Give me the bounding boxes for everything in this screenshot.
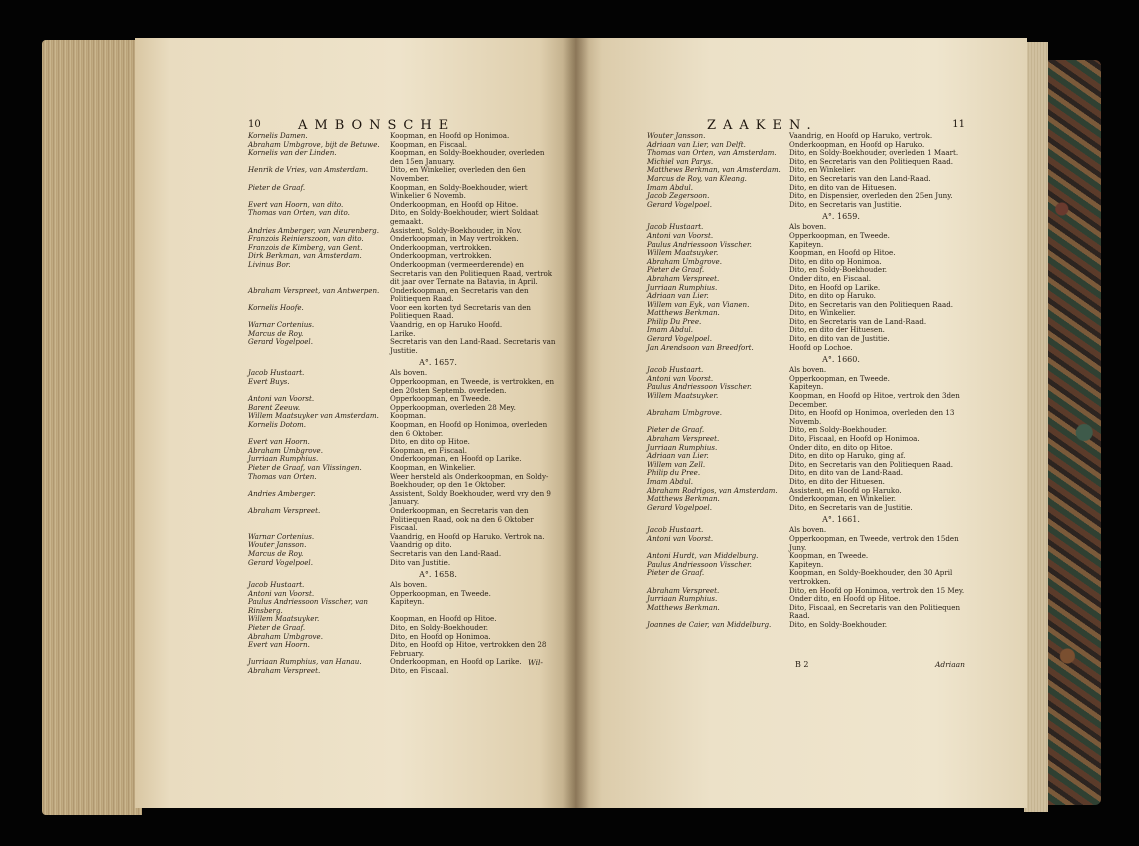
entry-office: Dito, en dito der Hituesen.	[789, 476, 885, 486]
entry-office: Koopman, en Hoofd op Hitoe.	[390, 614, 497, 624]
entry-office: Koopman, en Hoofd op Hitoe.	[789, 248, 896, 258]
entry-name: Abraham Umbgrove.	[647, 408, 722, 418]
entry-office: Koopman, en Tweede.	[789, 551, 869, 561]
entry-office: Onder dito, en Hoofd op Hitoe.	[789, 594, 901, 604]
entry-office: Dito, en Secretaris van Justitie.	[789, 199, 902, 209]
roster-entry	[248, 641, 558, 658]
page-edges-left	[42, 40, 142, 815]
roster-entry	[248, 667, 558, 676]
roster-entry	[248, 287, 558, 304]
entry-office: Opperkoopman, en Tweede, vertrok den 15den Juny.	[789, 533, 959, 552]
entry-office: Opperkoopman, en Tweede.	[789, 373, 890, 383]
entry-office: Dito, en dito van de Hituesen.	[789, 182, 897, 192]
year-heading: A°. 1660.	[822, 355, 860, 365]
entry-name: Willem Maatsuyker.	[647, 248, 719, 258]
entry-name: Paulus Andriessoon Visscher.	[647, 382, 752, 392]
entry-office: Weer hersteld als Onderkoopman, en Soldy-Boekhouder, op den 1e Oktober.	[390, 471, 549, 490]
roster-entry	[248, 338, 558, 355]
entry-office: Vaandrig op dito.	[390, 540, 452, 550]
entry-name: Jacob Hustaart.	[647, 365, 704, 375]
entry-name: Matthews Berkman.	[647, 494, 720, 504]
entry-name: Barent Zeeuw.	[248, 402, 301, 412]
entry-name: Abraham Umbgrove.	[248, 445, 323, 455]
entry-name: Pieter de Graaf.	[647, 425, 705, 435]
entry-name: Paulus Andriessoon Visscher.	[647, 559, 752, 569]
entry-name: Philip du Pree.	[647, 468, 701, 478]
catchword: Wil-	[528, 658, 543, 667]
entry-office: Onderkoopman, in May vertrokken.	[390, 234, 519, 244]
entry-name: Kornelis Dotom.	[248, 420, 307, 429]
entry-name: Abraham Rodrigos, van Amsterdam.	[647, 485, 778, 495]
entry-name: Andries Amberger.	[248, 488, 316, 498]
entry-name: Marcus de Roy.	[248, 328, 304, 338]
entry-name: Jurriaan Rumphius.	[647, 442, 718, 452]
roster-entry	[248, 559, 558, 568]
roster-entry	[647, 604, 965, 621]
entry-office: Dito, en Secretaris van den Land-Raad.	[789, 173, 931, 183]
entry-name: Evert van Hoorn, van dito.	[248, 199, 344, 209]
entry-name: Marcus de Roy.	[248, 548, 304, 558]
entry-office: Koopman, en Soldy-Boekhouder, wiert Winkelier 6 Novemb.	[390, 182, 528, 201]
entry-name: Andries Amberger, van Neurenberg.	[248, 225, 379, 235]
roster-entry	[248, 490, 558, 507]
entry-office: Onderkoopman, en Secretaris van den Politiequen Raad, ook na den 6 Oktober Fiscaal.	[390, 505, 534, 533]
entry-office: Onderkoopman, en Hoofd op Haruko.	[789, 139, 925, 149]
right-page-text	[647, 118, 965, 629]
entry-office: Dito, en Secretaris van den Politiequen Raad.	[789, 459, 953, 469]
roster-entry	[248, 598, 558, 615]
entry-office: Dito, en Soldy-Boekhouder, wiert Soldaat gemaakt.	[390, 208, 539, 226]
entry-name: Imam Abdul.	[647, 325, 694, 335]
entry-name: Adriaan van Lier, van Delft.	[647, 139, 746, 149]
entry-office: Assistent, en Hoofd op Haruko.	[789, 485, 902, 495]
entry-office: Dito, Fiscaal, en Hoofd op Honimoa.	[789, 434, 920, 443]
entry-office: Assistent, Soldy-Boekhouder, in Nov.	[390, 225, 522, 235]
roster-entry	[248, 209, 558, 226]
roster-entry	[248, 378, 558, 395]
entry-name: Matthews Berkman.	[647, 308, 720, 318]
right-header	[647, 118, 965, 132]
entry-name: Willem van Zell.	[647, 459, 706, 469]
entry-office: Onderkoopman, en Secretaris van den Politiequen Raad.	[390, 285, 529, 304]
entry-name: Thomas van Orten, van dito.	[248, 208, 350, 218]
right-sections	[647, 132, 965, 629]
entry-office: Dito, en Soldy-Boekhouder.	[390, 623, 488, 633]
entry-office: Koopman, en Winkelier.	[390, 462, 476, 472]
entry-office: Dito, en Winkelier.	[789, 165, 856, 175]
entry-office: Dito, en Hoofd op Hitoe, vertrokken den 28 February.	[390, 640, 547, 658]
left-sections	[248, 132, 558, 676]
entry-office: Dito, en Hoofd op Honimoa, vertrok den 15 Mey.	[789, 585, 965, 595]
entry-office: Onder dito, en Fiscaal.	[789, 273, 872, 283]
entry-office: Dito, en dito van de Justitie.	[789, 334, 890, 344]
entry-name: Abraham Verspreet.	[647, 434, 720, 443]
entry-office: Dito, en Hoofd op Larike.	[789, 282, 881, 292]
entry-office: Koopman, en Hoofd op Hitoe, vertrok den 3den December.	[789, 391, 960, 409]
entry-office: Koopman, en Hoofd op Honimoa.	[390, 131, 510, 140]
entry-name: Willem Maatsuyker.	[647, 391, 719, 401]
signature-mark: B 2	[795, 660, 809, 669]
entry-office: Als boven.	[390, 580, 428, 590]
roster-entry	[647, 409, 965, 426]
entry-name: Imam Abdul.	[647, 476, 694, 486]
entry-office: Opperkoopman, overleden 28 Mey.	[390, 402, 516, 412]
entry-name: Evert van Hoorn.	[248, 640, 310, 650]
entry-name: Antoni van Voorst.	[248, 394, 315, 404]
entry-office: Dito, en Secretaris van den Politiequen Raad.	[789, 156, 953, 166]
entry-office: Koopman, en Hoofd op Honimoa, overleden den 6 Oktober.	[390, 420, 548, 438]
entry-office: Onderkoopman, en Hoofd op Hitoe.	[390, 199, 519, 209]
entry-name: Jurriaan Rumphius, van Hanau.	[248, 657, 362, 667]
entry-name: Antoni van Voorst.	[647, 373, 714, 383]
entry-office: Kapiteyn.	[789, 559, 824, 569]
entry-office: Dito van Justitie.	[390, 557, 451, 567]
year-heading: A°. 1661.	[822, 515, 860, 525]
entry-office: Als boven.	[789, 525, 827, 535]
entry-name: Evert van Hoorn.	[248, 437, 310, 447]
entry-office: Dito, en dito der Hituesen.	[789, 325, 885, 335]
entry-name: Kornelis Damen.	[248, 131, 308, 140]
entry-name: Livinus Bor.	[248, 259, 291, 269]
entry-name: Abraham Umbgrove.	[647, 256, 722, 266]
entry-name: Antoni van Voorst.	[248, 588, 315, 598]
entry-name: Michiel van Parys.	[647, 156, 714, 166]
entry-name: Jurriaan Rumphius.	[647, 282, 718, 292]
entry-office: Secretaris van den Land-Raad.	[390, 548, 502, 558]
entry-name: Abraham Verspreet.	[647, 585, 720, 595]
entry-name: Warnar Cortenius.	[248, 320, 315, 330]
entry-name: Jurriaan Rumphius.	[248, 454, 319, 464]
entry-name: Philip Du Pree.	[647, 316, 702, 326]
entry-office: Dito, en dito op Honimoa.	[789, 256, 882, 266]
year-heading: A°. 1659.	[822, 212, 860, 222]
entry-name: Antoni van Voorst.	[647, 230, 714, 240]
entry-office: Dito, en Dispensier, overleden den 25en Juny.	[789, 191, 953, 201]
entry-office: Dito, en dito van de Land-Raad.	[789, 468, 904, 478]
entry-name: Jacob Hustaart.	[647, 222, 704, 232]
entry-office: Vaandrig, en Hoofd op Haruko. Vertrok na.	[390, 531, 545, 541]
entry-name: Gerard Vogelpoel.	[248, 337, 313, 347]
entry-office: Onderkoopman, vertrokken.	[390, 242, 492, 252]
roster-entry	[647, 504, 965, 513]
entry-name: Warnar Cortenius.	[248, 531, 315, 541]
year-heading: A°. 1658.	[419, 570, 457, 580]
entry-name: Pieter de Graaf, van Vlissingen.	[248, 462, 362, 472]
entry-name: Gerard Vogelpoel.	[647, 199, 712, 209]
entry-name: Jurriaan Rumphius.	[647, 594, 718, 604]
entry-office: Vaandrig, en Hoofd op Haruko, vertrok.	[789, 131, 933, 140]
roster-entry	[248, 149, 558, 166]
entry-name: Wouter Jansson.	[647, 131, 706, 140]
entry-name: Abraham Verspreet, van Antwerpen.	[248, 285, 380, 295]
page-edges-right	[1024, 42, 1048, 812]
entry-office: Opperkoopman, en Tweede.	[789, 230, 890, 240]
entry-office: Hoofd op Lochoe.	[789, 342, 853, 352]
entry-name: Willem van Eyk, van Vianen.	[647, 299, 750, 309]
entry-office: Dito, en Hoofd op Honimoa.	[390, 631, 491, 641]
year-heading: A°. 1657.	[419, 358, 457, 368]
entry-name: Abraham Umbgrove.	[248, 631, 323, 641]
entry-name: Paulus Andriessoon Visscher, van Rinsberg.	[248, 597, 368, 615]
entry-name: Thomas van Orten, van Amsterdam.	[647, 148, 777, 158]
entry-office: Dito, en Soldy-Boekhouder.	[789, 425, 887, 435]
entry-office: Dito, en Soldy-Boekhouder, overleden 1 Maart.	[789, 148, 959, 158]
entry-office: Dito, en Secretaris van de Justitie.	[789, 502, 913, 512]
entry-name: Pieter de Graaf.	[248, 623, 306, 633]
entry-office: Dito, Fiscaal, en Secretaris van den Politiequen Raad.	[789, 602, 961, 621]
entry-office: Opperkoopman, en Tweede.	[390, 394, 491, 404]
entry-office: Koopman, en Soldy-Boekhouder, den 30 April vertrokken.	[789, 568, 953, 586]
entry-office: Koopman, en Fiscaal.	[390, 445, 468, 455]
entry-name: Adriaan van Lier.	[647, 291, 709, 301]
entry-office: Voor een korten tyd Secretaris van den Politiequen Raad.	[390, 302, 531, 321]
entry-name: Abraham Umbgrove, bijt de Betuwe.	[248, 139, 380, 149]
entry-office: Onder dito, en dito op Hitoe.	[789, 442, 893, 452]
entry-name: Abraham Verspreet.	[248, 505, 321, 515]
entry-name: Wouter Jansson.	[248, 540, 307, 550]
entry-name: Kornelis Hoofe.	[248, 302, 304, 312]
entry-name: Pieter de Graaf.	[647, 265, 705, 275]
entry-name: Imam Abdul.	[647, 182, 694, 192]
entry-name: Marcus de Roy, van Kleang.	[647, 173, 747, 183]
entry-name: Gerard Vogelpoel.	[248, 557, 313, 567]
entry-name: Franzois Reinierszoon, van dito.	[248, 234, 364, 244]
entry-name: Evert Buys.	[248, 377, 290, 387]
entry-office: Als boven.	[789, 222, 827, 232]
roster-entry	[248, 261, 558, 287]
entry-office: Onderkoopman, en Hoofd op Larike.	[390, 454, 522, 464]
entry-name: Matthews Berkman.	[647, 602, 720, 612]
entry-office: Dito, en Secretaris van de Land-Raad.	[789, 316, 927, 326]
entry-office: Koopman.	[390, 411, 426, 421]
entry-office: Onderkoopman, en Hoofd op Larike.	[390, 657, 522, 667]
entry-name: Willem Maatsuyker van Amsterdam.	[248, 411, 379, 421]
entry-office: Koopman, en Fiscaal.	[390, 139, 468, 149]
entry-office: Kapiteyn.	[390, 597, 425, 607]
entry-office: Dito, en Secretaris van den Politiequen Raad.	[789, 299, 953, 309]
entry-office: Als boven.	[789, 365, 827, 375]
entry-name: Jan Arendsoon van Breedfort.	[647, 342, 754, 352]
entry-office: Dito, en Soldy-Boekhouder.	[789, 619, 887, 629]
page-number: 11	[952, 119, 965, 130]
entry-name: Pieter de Graaf.	[248, 182, 306, 192]
roster-entry	[248, 507, 558, 533]
entry-name: Matthews Berkman, van Amsterdam.	[647, 165, 781, 175]
roster-entry	[647, 535, 965, 552]
entry-name: Thomas van Orten.	[248, 471, 317, 481]
entry-office: Dito, en Soldy-Boekhouder.	[789, 265, 887, 275]
marbled-cover	[1045, 60, 1101, 805]
entry-name: Antoni van Voorst.	[647, 533, 714, 543]
entry-office: Als boven.	[390, 368, 428, 378]
roster-entry	[647, 344, 965, 353]
entry-office: Opperkoopman, en Tweede.	[390, 588, 491, 598]
entry-name: Franzois de Kimberg, van Gent.	[248, 242, 363, 252]
entry-name: Pieter de Graaf.	[647, 568, 705, 578]
running-head: AMBONSCHE	[298, 118, 456, 133]
entry-name: Gerard Vogelpoel.	[647, 502, 712, 512]
roster-entry	[248, 421, 558, 438]
entry-office: Assistent, Soldy Boekhouder, werd vry den 9 January.	[390, 488, 551, 507]
entry-name: Henrik de Vries, van Amsterdam.	[248, 165, 369, 175]
entry-name: Antoni Hurdt, van Middelburg.	[647, 551, 759, 561]
roster-entry	[248, 184, 558, 201]
entry-name: Abraham Verspreet.	[647, 273, 720, 283]
entry-name: Kornelis van der Linden.	[248, 148, 337, 158]
entry-office: Opperkoopman, en Tweede, is vertrokken, en den 20sten Septemb. overleden.	[390, 377, 555, 395]
entry-office: Koopman, en Soldy-Boekhouder, overleden den 15en January.	[390, 148, 545, 166]
roster-entry	[647, 621, 965, 630]
entry-office: Onderkoopman, vertrokken.	[390, 251, 492, 261]
entry-name: Paulus Andriessoon Visscher.	[647, 239, 752, 249]
entry-name: Willem Maatsuyker.	[248, 614, 320, 624]
entry-office: Larike.	[390, 328, 416, 338]
entry-office: Dito, en Hoofd op Honimoa, overleden den 13 Novemb.	[789, 408, 955, 426]
entry-office: Kapiteyn.	[789, 239, 824, 249]
catchword: Adriaan	[935, 660, 965, 669]
entry-name: Adriaan van Lier.	[647, 451, 709, 461]
entry-name: Abraham Verspreet.	[248, 666, 321, 676]
entry-name: Gerard Vogelpoel.	[647, 334, 712, 344]
entry-office: Dito, en Fiscaal.	[390, 666, 449, 676]
entry-name: Jacob Hustaart.	[248, 368, 305, 378]
entry-office: Kapiteyn.	[789, 382, 824, 392]
roster-entry	[647, 569, 965, 586]
entry-name: Jacob Zegersoon.	[647, 191, 710, 201]
entry-office: Dito, en dito op Haruko.	[789, 291, 876, 301]
roster-entry	[248, 473, 558, 490]
entry-name: Dirk Berkman, van Amsterdam.	[248, 251, 362, 261]
running-head: ZAAKEN.	[707, 118, 818, 133]
entry-name: Joannes de Caier, van Middelburg.	[647, 619, 772, 629]
entry-office: Dito, en Winkelier, overleden den 6en November.	[390, 165, 526, 183]
entry-office: Dito, en Winkelier.	[789, 308, 856, 318]
left-page-text	[248, 118, 558, 676]
entry-office: Dito, en dito op Haruko, ging af.	[789, 451, 906, 461]
entry-office: Onderkoopman, en Winkelier.	[789, 494, 897, 504]
roster-entry	[647, 201, 965, 210]
roster-entry	[248, 166, 558, 183]
page-number: 10	[248, 119, 261, 130]
roster-entry	[647, 392, 965, 409]
entry-name: Jacob Hustaart.	[248, 580, 305, 590]
entry-name: Jacob Hustaart.	[647, 525, 704, 535]
entry-office: Vaandrig, en op Haruko Hoofd.	[390, 320, 503, 330]
left-header	[248, 118, 558, 132]
entry-office: Onderkoopman (vermeerderende) en Secretaris van den Politiequen Raad, vertrok dit jaar over Ternate na Batavia, in April.	[390, 259, 553, 287]
book-gutter	[563, 38, 589, 808]
entry-office: Dito, en dito op Hitoe.	[390, 437, 470, 447]
roster-entry	[248, 304, 558, 321]
entry-office: Secretaris van den Land-Raad. Secretaris van Justitie.	[390, 337, 556, 355]
